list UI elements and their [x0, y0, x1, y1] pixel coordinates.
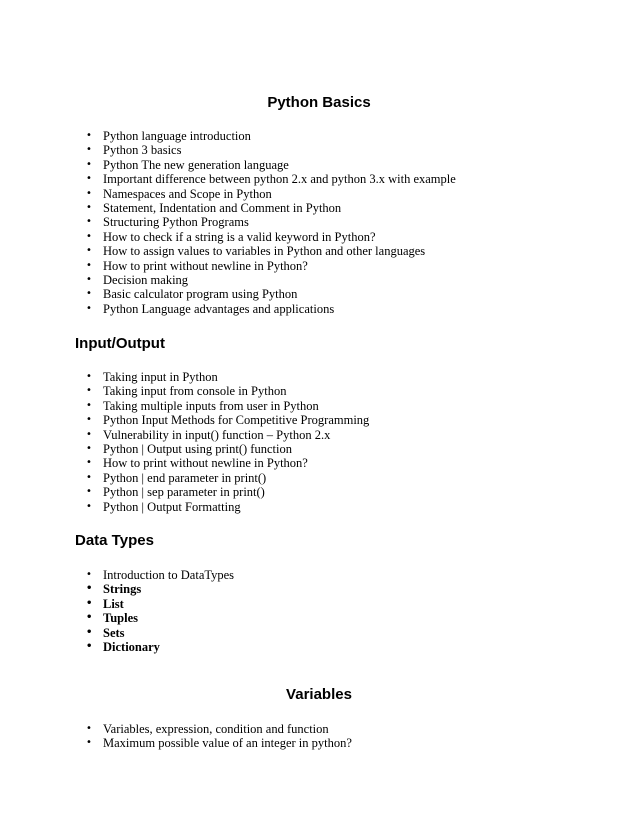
list-item: • Basic calculator program using Python: [0, 287, 456, 301]
list-item: • Namespaces and Scope in Python: [0, 187, 456, 201]
list-item: • Dictionary: [0, 640, 234, 654]
section-title-variables: Variables: [286, 686, 352, 703]
list-item: • Structuring Python Programs: [0, 215, 456, 229]
list-item: • Python | Output Formatting: [0, 500, 369, 514]
list-item: • Vulnerability in input() function – Python 2.x: [0, 428, 369, 442]
variables-list: [0, 722, 352, 751]
section-title-python-basics: Python Basics: [267, 94, 371, 111]
list-item: • Taking input from console in Python: [0, 384, 369, 398]
list-item: • How to assign values to variables in Python and other languages: [0, 244, 456, 258]
list-item: • Taking input in Python: [0, 370, 369, 384]
list-item: • Python | end parameter in print(): [0, 471, 369, 485]
list-item: • How to print without newline in Python?: [0, 456, 369, 470]
list-item: • Python The new generation language: [0, 158, 456, 172]
list-item: • List: [0, 597, 234, 611]
data-types-list: [0, 568, 234, 654]
list-item: • Python Language advantages and applications: [0, 302, 456, 316]
list-item: • Python language introduction: [0, 129, 456, 143]
list-item: • Introduction to DataTypes: [0, 568, 234, 582]
list-item: • Python 3 basics: [0, 143, 456, 157]
python-basics-list: [0, 129, 456, 316]
input-output-list: [0, 370, 369, 514]
list-item: • Python | Output using print() function: [0, 442, 369, 456]
list-item: • Python Input Methods for Competitive Programming: [0, 413, 369, 427]
list-item: • How to print without newline in Python?: [0, 259, 456, 273]
list-item: • Variables, expression, condition and function: [0, 722, 352, 736]
list-item: • Tuples: [0, 611, 234, 625]
list-item: • Statement, Indentation and Comment in Python: [0, 201, 456, 215]
list-item: • Python | sep parameter in print(): [0, 485, 369, 499]
list-item: • Sets: [0, 626, 234, 640]
list-item: • How to check if a string is a valid keyword in Python?: [0, 230, 456, 244]
list-item: • Decision making: [0, 273, 456, 287]
list-item: • Strings: [0, 582, 234, 596]
list-item: • Taking multiple inputs from user in Python: [0, 399, 369, 413]
list-item: • Maximum possible value of an integer in python?: [0, 736, 352, 750]
list-item: • Important difference between python 2.x and python 3.x with example: [0, 172, 456, 186]
section-title-data-types: Data Types: [75, 532, 154, 549]
section-title-input-output: Input/Output: [75, 335, 165, 352]
